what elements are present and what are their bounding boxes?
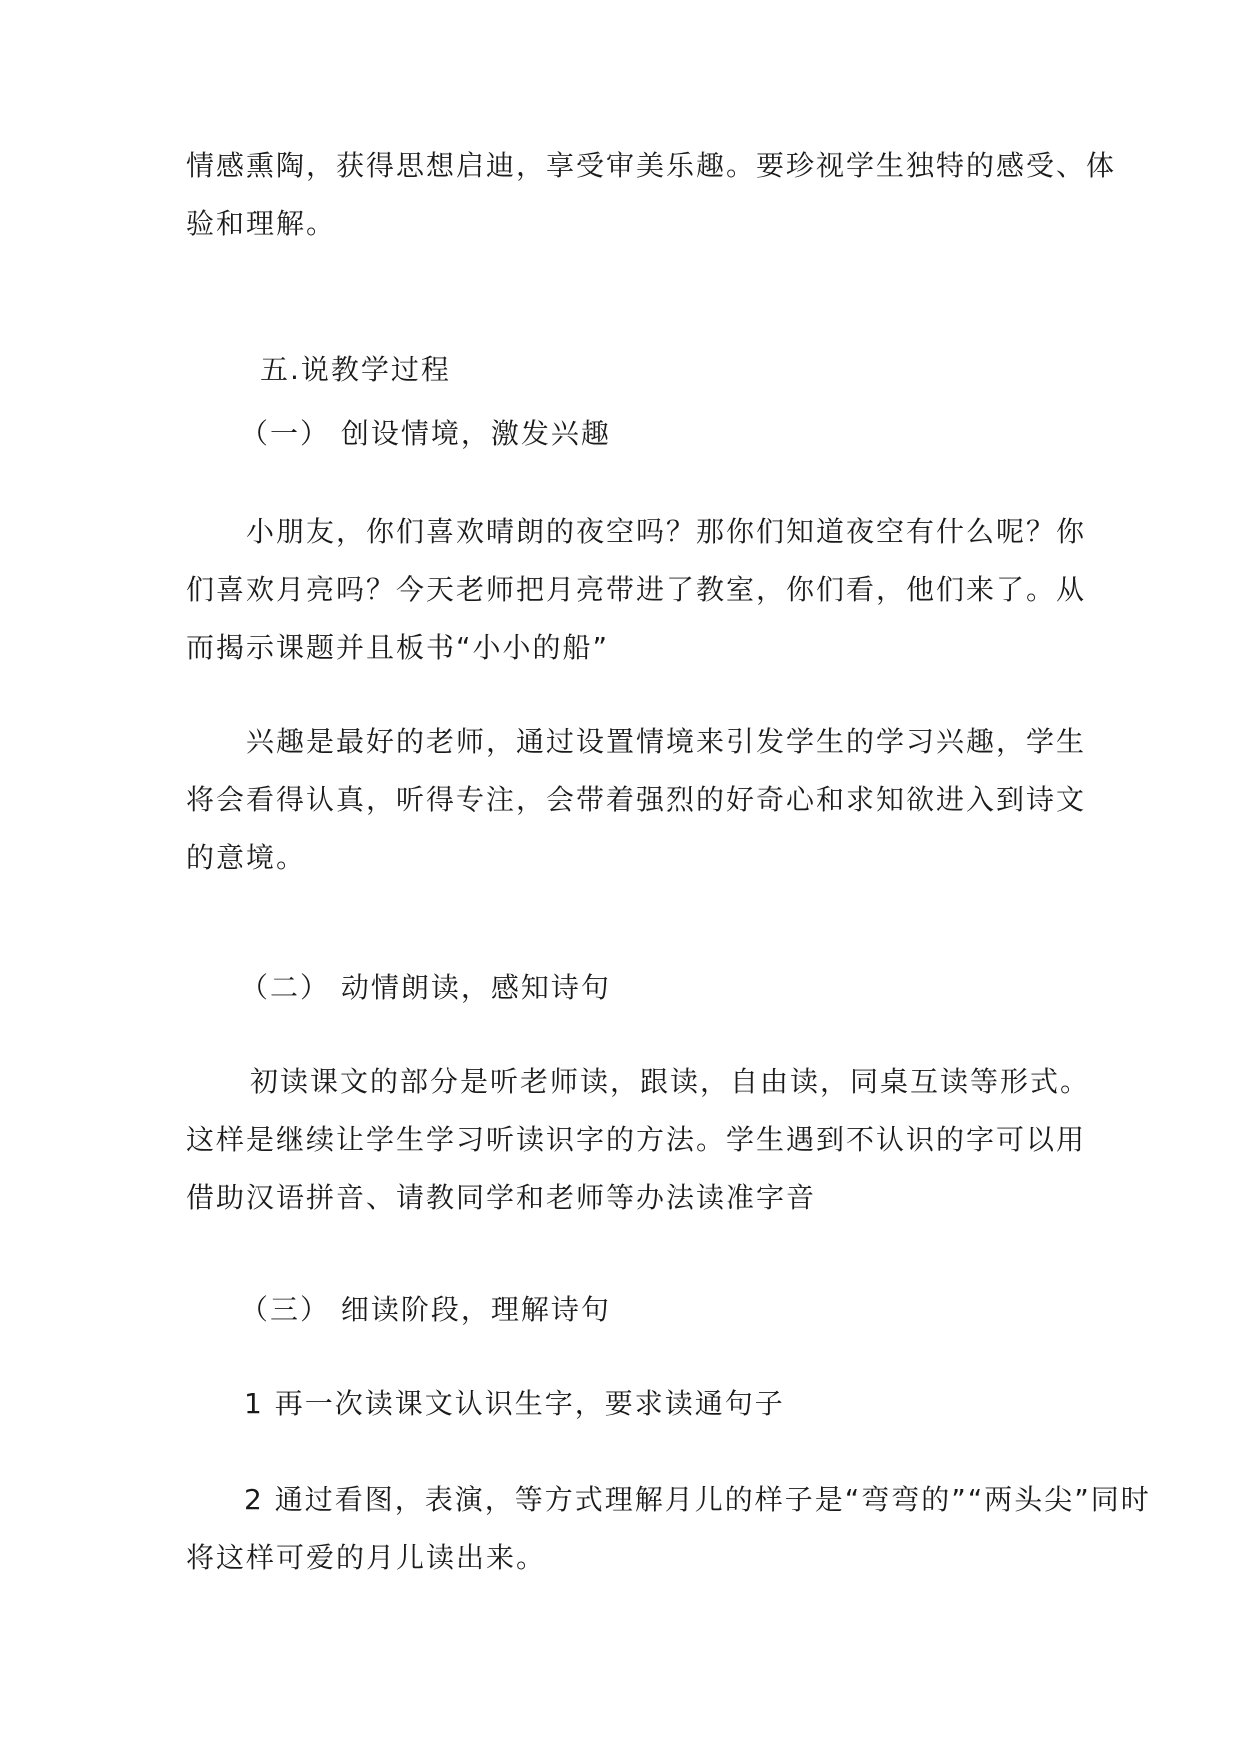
subsection-heading: （二） 动情朗读，感知诗句: [240, 971, 611, 1004]
paragraph-line: 这样是继续让学生学习听读识字的方法。学生遇到不认识的字可以用: [186, 1123, 1087, 1156]
paragraph-line: 验和理解。: [186, 207, 337, 240]
list-item-continuation: 将这样可爱的月儿读出来。: [186, 1541, 547, 1574]
list-item: 1 再一次读课文认识生字，要求读通句子: [244, 1387, 785, 1420]
subsection-heading: （一） 创设情境，激发兴趣: [240, 417, 611, 450]
paragraph-line: 的意境。: [186, 841, 307, 874]
paragraph-line: 们喜欢月亮吗？今天老师把月亮带进了教室，你们看，他们来了。从: [186, 573, 1087, 606]
paragraph-line: 小朋友，你们喜欢晴朗的夜空吗？那你们知道夜空有什么呢？你: [246, 515, 1087, 548]
paragraph-line: 初读课文的部分是听老师读，跟读，自由读，同桌互读等形式。: [250, 1065, 1091, 1098]
section-heading: 五.说教学过程: [260, 353, 451, 386]
list-item: 2 通过看图，表演，等方式理解月儿的样子是“弯弯的”“两头尖”同时: [244, 1483, 1151, 1516]
paragraph-line: 情感熏陶，获得思想启迪，享受审美乐趣。要珍视学生独特的感受、体: [186, 149, 1117, 182]
paragraph-line: 兴趣是最好的老师，通过设置情境来引发学生的学习兴趣，学生: [246, 725, 1087, 758]
paragraph-line: 借助汉语拼音、请教同学和老师等办法读准字音: [186, 1181, 817, 1214]
paragraph-line: 将会看得认真，听得专注，会带着强烈的好奇心和求知欲进入到诗文: [186, 783, 1087, 816]
subsection-heading: （三） 细读阶段，理解诗句: [240, 1293, 611, 1326]
paragraph-line: 而揭示课题并且板书“小小的船”: [186, 631, 610, 664]
